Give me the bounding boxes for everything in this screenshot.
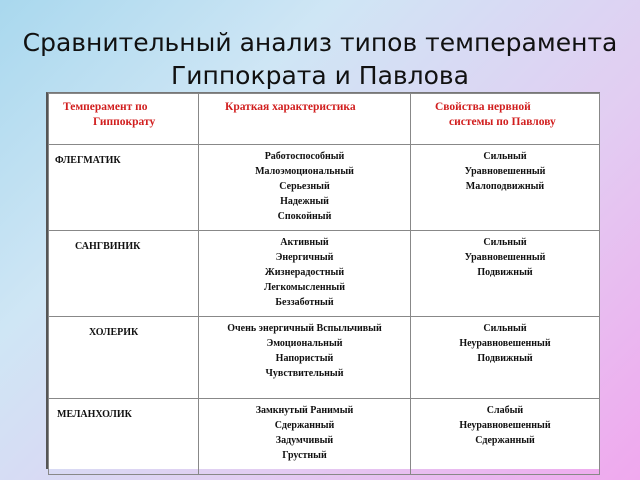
nervous-property-item: Уравновешенный <box>464 252 546 263</box>
characteristic-item: Серьезный <box>279 181 330 192</box>
nervous-system-cell <box>411 231 600 317</box>
characteristic-item: Жизнерадостный <box>264 267 345 278</box>
characteristic-item: Замкнутый Ранимый <box>255 405 354 416</box>
header-temperament-line-2: Гиппократу <box>93 116 156 128</box>
characteristic-item: Малоэмоциональный <box>255 166 354 177</box>
nervous-property-item: Подвижный <box>477 267 533 278</box>
characteristic-cell <box>199 145 411 231</box>
nervous-property-item: Подвижный <box>477 353 533 364</box>
nervous-property-item: Малоподвижный <box>465 181 545 192</box>
nervous-system-cell <box>411 399 600 475</box>
nervous-property-item: Уравновешенный <box>464 166 546 177</box>
characteristic-item: Энергичный <box>275 252 334 263</box>
nervous-system-cell <box>411 145 600 231</box>
header-nervous-system <box>411 94 600 145</box>
temperament-table <box>48 93 600 475</box>
table-row <box>49 231 600 317</box>
characteristic-item: Напористый <box>275 353 334 364</box>
characteristic-item: Чувствительный <box>265 368 344 379</box>
temperament-type-cell: МЕЛАНХОЛИК <box>49 399 199 475</box>
header-characteristic <box>199 94 411 145</box>
temperament-type-cell: САНГВИНИК <box>49 231 199 317</box>
characteristic-item: Спокойный <box>277 211 332 222</box>
characteristic-item: Грустный <box>282 450 327 461</box>
nervous-property-item: Сильный <box>483 323 527 334</box>
header-characteristic-label: Краткая характеристика <box>225 101 356 113</box>
characteristic-cell <box>199 399 411 475</box>
table-row <box>49 145 600 231</box>
nervous-property-item: Сильный <box>483 151 527 162</box>
header-nervous-line-1: Свойства нервной <box>435 101 531 113</box>
characteristic-item: Активный <box>280 237 329 248</box>
table-body <box>49 145 600 475</box>
table-row <box>49 399 600 475</box>
table-header-row <box>49 94 600 145</box>
table-row <box>49 317 600 399</box>
title-line-2: Гиппократа и Павлова <box>171 61 469 90</box>
nervous-property-item: Неуравновешенный <box>459 338 551 349</box>
nervous-property-item: Неуравновешенный <box>459 420 551 431</box>
title-line-1: Сравнительный анализ типов темперамента <box>22 28 618 57</box>
characteristic-item: Сдержанный <box>274 420 335 431</box>
temperament-type-cell: ХОЛЕРИК <box>49 317 199 399</box>
header-temperament-line-1: Темперамент по <box>63 101 148 113</box>
temperament-type-cell: ФЛЕГМАТИК <box>49 145 199 231</box>
nervous-system-cell <box>411 317 600 399</box>
nervous-property-item: Слабый <box>486 405 524 416</box>
header-nervous-line-2: системы по Павлову <box>449 116 556 128</box>
characteristic-item: Задумчивый <box>275 435 334 446</box>
characteristic-item: Легкомысленный <box>263 282 345 293</box>
characteristic-cell <box>199 231 411 317</box>
nervous-property-item: Сильный <box>483 237 527 248</box>
characteristic-item: Надежный <box>280 196 329 207</box>
header-temperament <box>49 94 199 145</box>
slide-title <box>0 26 640 92</box>
characteristic-item: Эмоциональный <box>266 338 343 349</box>
characteristic-cell <box>199 317 411 399</box>
characteristic-item: Очень энергичный Вспыльчивый <box>227 323 382 334</box>
temperament-table-wrapper <box>46 92 600 469</box>
characteristic-item: Работоспособный <box>264 151 345 162</box>
nervous-property-item: Сдержанный <box>475 435 535 446</box>
characteristic-item: Беззаботный <box>275 297 334 308</box>
